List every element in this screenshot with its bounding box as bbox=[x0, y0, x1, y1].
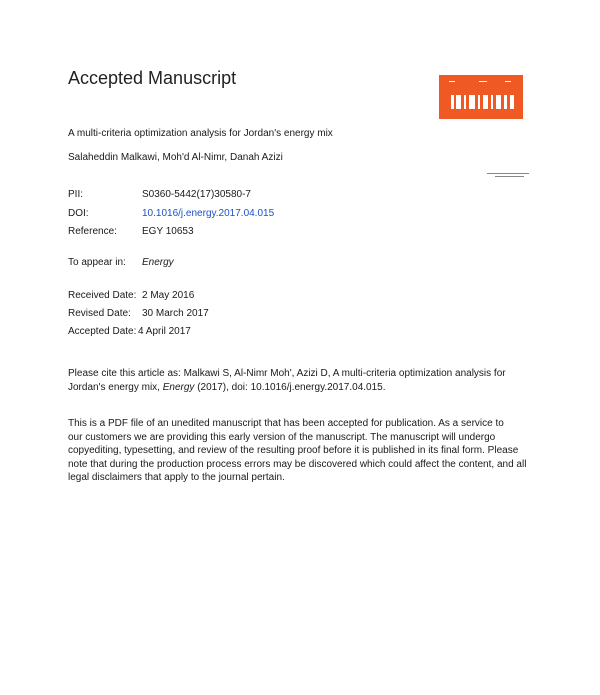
doi-label: DOI: bbox=[68, 208, 89, 219]
cover-caption bbox=[487, 173, 529, 179]
accepted-value: 4 April 2017 bbox=[138, 326, 191, 337]
cover-mark bbox=[451, 95, 454, 109]
journal-cover-thumbnail bbox=[439, 75, 523, 119]
cover-mark bbox=[478, 95, 480, 109]
citation-text: Jordan's energy mix, bbox=[68, 381, 163, 393]
page-heading: Accepted Manuscript bbox=[68, 68, 237, 88]
pii-row bbox=[68, 189, 251, 200]
doi-link[interactable]: 10.1016/j.energy.2017.04.015 bbox=[142, 208, 275, 219]
cover-mark bbox=[491, 95, 493, 109]
citation-journal: Energy bbox=[162, 381, 195, 393]
disclaimer-line: legal disclaimers that apply to the journal pertain. bbox=[68, 472, 285, 483]
reference-row bbox=[68, 226, 194, 237]
cover-mark bbox=[456, 95, 461, 109]
revised-row bbox=[68, 308, 209, 319]
disclaimer-paragraph bbox=[68, 417, 530, 485]
cover-mark bbox=[469, 95, 475, 109]
cover-mark bbox=[449, 81, 455, 82]
disclaimer-line: our customers we are providing this early version of the manuscript. The manuscript will undergo bbox=[68, 431, 496, 443]
reference-value: EGY 10653 bbox=[142, 226, 194, 237]
cover-mark bbox=[479, 81, 487, 82]
citation-text: (2017), doi: 10.1016/j.energy.2017.04.015. bbox=[194, 381, 386, 393]
appear-label: To appear in: bbox=[68, 257, 126, 268]
disclaimer-line: note that during the production process errors may be discovered which could affect the content, and all bbox=[68, 458, 527, 470]
appear-row bbox=[68, 257, 174, 268]
citation-paragraph bbox=[68, 367, 530, 394]
article-title: A multi-criteria optimization analysis for Jordan's energy mix bbox=[68, 128, 333, 139]
pii-label: PII: bbox=[68, 189, 84, 200]
accepted-row bbox=[68, 326, 191, 337]
received-row bbox=[68, 290, 194, 301]
cover-mark bbox=[504, 95, 507, 109]
cover-mark bbox=[510, 95, 514, 109]
citation-line bbox=[68, 381, 530, 395]
pii-value: S0360-5442(17)30580-7 bbox=[142, 189, 251, 200]
doi-row bbox=[68, 208, 274, 219]
reference-label: Reference: bbox=[68, 226, 117, 237]
disclaimer-line: copyediting, typesetting, and review of the resulting proof before it is published in its final form. Please bbox=[68, 445, 519, 456]
author-list: Salaheddin Malkawi, Moh'd Al-Nimr, Danah Azizi bbox=[68, 152, 283, 163]
cover-mark bbox=[496, 95, 501, 109]
cover-mark bbox=[464, 95, 466, 109]
revised-value: 30 March 2017 bbox=[142, 308, 209, 319]
disclaimer-line: This is a PDF file of an unedited manuscript that has been accepted for publication. As a service to bbox=[68, 418, 504, 429]
cover-mark bbox=[505, 81, 511, 82]
received-label: Received Date: bbox=[68, 290, 137, 301]
cover-mark bbox=[483, 95, 488, 109]
received-value: 2 May 2016 bbox=[142, 290, 195, 301]
revised-label: Revised Date: bbox=[68, 308, 131, 319]
journal-name: Energy bbox=[142, 257, 174, 268]
citation-line: Please cite this article as: Malkawi S, Al-Nimr Moh', Azizi D, A multi-criteria optimization analysis for bbox=[68, 368, 506, 379]
accepted-label: Accepted Date: bbox=[68, 326, 137, 337]
